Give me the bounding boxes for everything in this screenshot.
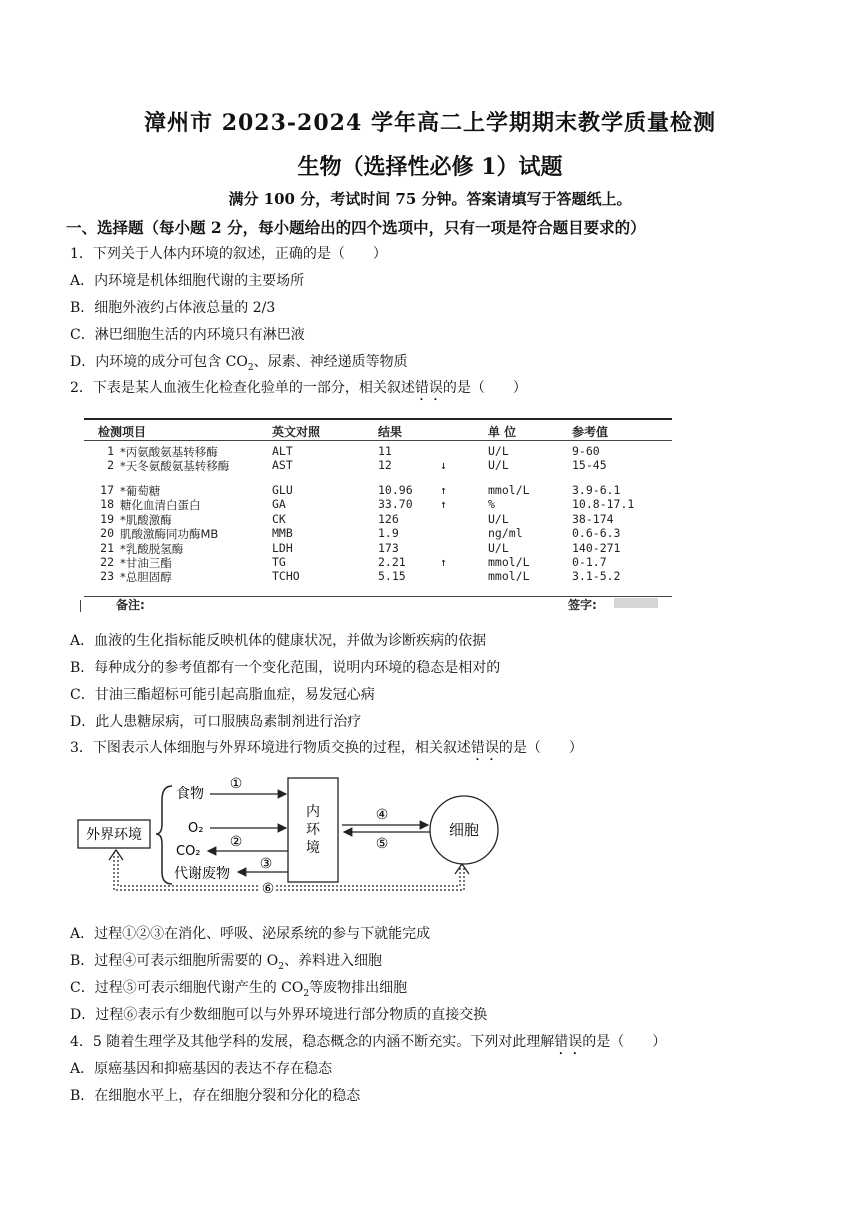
lab-cell-no: 19 [100,512,114,526]
lab-cell-no: 20 [100,526,114,540]
lab-cell-ref: 3.9-6.1 [572,483,621,497]
lab-cell-name: *甘油三酯 [120,556,172,570]
label-5: ⑤ [375,836,389,852]
lab-cell-result: 1.9 [378,526,399,540]
lab-cell-result: 11 [378,444,392,458]
lab-header-reference: 参考值 [572,425,609,439]
lab-cell-abbr: MMB [272,526,293,540]
lab-cell-result: 126 [378,512,399,526]
lab-header-english: 英文对照 [272,425,321,439]
lab-cell-name: 肌酸激酶同功酶MB [120,527,219,541]
q1-option-c: C．淋巴细胞生活的内环境只有淋巴液 [70,327,305,343]
lab-cell-result: 2.21 [378,555,406,569]
food-label: 食物 [176,786,204,802]
lab-cell-abbr: TCHO [272,569,300,583]
inner-env-char-1: 内 [306,804,320,820]
lab-header-result: 结果 [378,425,403,439]
page-subtitle: 生物（选择性必修 1）试题 [297,154,563,180]
exchange-diagram [76,766,576,906]
lab-cell-result: 173 [378,541,399,555]
lab-cell-no: 18 [100,497,114,511]
page-title: 漳州市 2023-2024 学年高二上学期期末教学质量检测 [144,110,716,136]
arrow-6-head-right [455,864,469,874]
q4-option-a: A．原癌基因和抑癌基因的表达不存在稳态 [70,1061,333,1077]
lab-cell-result: 12 [378,458,392,472]
lab-cell-no: 1 [107,444,114,458]
q2-option-a: A．血液的生化指标能反映机体的健康状况，并做为诊断疾病的依据 [70,633,487,649]
lab-cell-name: *总胆固醇 [120,570,172,584]
lab-cell-unit: U/L [488,458,509,472]
lab-cell-ref: 9-60 [572,444,600,458]
lab-cell-no: 21 [100,541,114,555]
q2-stem: 2．下表是某人血液生化检查化验单的一部分，相关叙述错误的是（ ） [70,380,527,396]
lab-cell-abbr: AST [272,458,293,472]
arrow-6-path-b [118,852,460,886]
lab-cell-name: *乳酸脱氢酶 [120,542,184,556]
lab-cell-no: 22 [100,555,114,569]
lab-cell-unit: U/L [488,541,509,555]
lab-cell-ref: 0-1.7 [572,555,607,569]
lab-cell-no: 2 [107,458,114,472]
lab-cell-unit: % [488,497,495,511]
q2-option-c: C．甘油三酯超标可能引起高脂血症，易发冠心病 [70,687,375,703]
q1-option-d: D．内环境的成分可包含 $CO_2$、尿素、神经递质等物质 [70,354,408,373]
lab-cell-unit: mmol/L [488,483,530,497]
label-3: ③ [259,856,273,872]
lab-cell-abbr: ALT [272,444,293,458]
lab-cell-unit: mmol/L [488,555,530,569]
q4-stem: 4．5 随着生理学及其他学科的发展，稳态概念的内涵不断充实。下列对此理解错误的是（ ） [70,1034,667,1050]
lab-cell-no: 23 [100,569,114,583]
q2-option-b: B．每种成分的参考值都有一个变化范围，说明内环境的稳态是相对的 [70,660,501,676]
lab-cell-result: 33.70 [378,497,413,511]
q4-option-b: B．在细胞水平上，存在细胞分裂和分化的稳态 [70,1088,361,1104]
co2-label: CO₂ [176,844,201,859]
lab-cell-name: *肌酸激酶 [120,513,172,527]
q1-option-a: A．内环境是机体细胞代谢的主要场所 [70,273,305,289]
lab-header-item: 检测项目 [98,425,147,439]
lab-cell-unit: ng/ml [488,526,523,540]
lab-cell-flag: ↑ [440,483,447,497]
signature-blurred [614,598,658,608]
inner-env-char-2: 环 [306,822,320,838]
lab-cell-abbr: GA [272,497,286,511]
lab-cell-ref: 0.6-6.3 [572,526,621,540]
label-6: ⑥ [261,881,275,897]
lab-report-table [84,410,672,612]
q1-stem: 1．下列关于人体内环境的叙述，正确的是（ ） [70,246,387,262]
lab-header-unit: 单 位 [488,425,517,439]
lab-cell-ref: 3.1-5.2 [572,569,621,583]
inner-env-char-3: 境 [306,840,320,856]
lab-cell-unit: U/L [488,444,509,458]
lab-cell-name: *葡萄糖 [120,484,161,498]
q3-stem: 3．下图表示人体细胞与外界环境进行物质交换的过程，相关叙述错误的是（ ） [70,740,583,756]
lab-cell-ref: 15-45 [572,458,607,472]
label-4: ④ [375,807,389,823]
lab-cell-flag: ↑ [440,497,447,511]
q1-option-b: B．细胞外液约占体液总量的 2/3 [70,300,276,316]
outer-env-label: 外界环境 [86,827,142,843]
q3-option-b: B．过程④可表示细胞所需要的 $O_2$、养料进入细胞 [70,953,382,972]
lab-cell-unit: mmol/L [488,569,530,583]
lab-cell-name: *丙氨酸氨基转移酶 [120,445,218,459]
arrow-6-path-a [114,852,464,890]
lab-cell-result: 10.96 [378,483,413,497]
lab-cell-ref: 140-271 [572,541,621,555]
lab-cell-abbr: LDH [272,541,293,555]
lab-footer-remarks: 备注: [116,598,145,612]
q3-option-d: D．过程⑥表示有少数细胞可以与外界环境进行部分物质的直接交换 [70,1007,488,1023]
arrow-6-head-left [109,850,123,860]
q3-option-a: A．过程①②③在消化、呼吸、泌尿系统的参与下就能完成 [70,926,431,942]
lab-cell-flag: ↑ [440,555,447,569]
lab-cell-flag: ↓ [440,458,447,472]
cell-label: 细胞 [448,821,480,839]
lab-cell-name: *天冬氨酸氨基转移酶 [120,459,230,473]
lab-cell-ref: 10.8-17.1 [572,497,635,511]
label-2: ② [229,834,243,850]
lab-cell-unit: U/L [488,512,509,526]
lab-cell-result: 5.15 [378,569,406,583]
lab-cell-abbr: CK [272,512,286,526]
section-heading: 一、选择题（每小题 2 分，每小题给出的四个选项中，只有一项是符合题目要求的） [66,218,646,237]
label-1: ① [229,776,243,792]
lab-footer-signature: 签字: [568,598,597,612]
q3-option-c: C．过程⑤可表示细胞代谢产生的 $CO_2$等废物排出细胞 [70,980,408,999]
lab-cell-abbr: TG [272,555,286,569]
lab-cell-ref: 38-174 [572,512,614,526]
lab-cell-no: 17 [100,483,114,497]
waste-label: 代谢废物 [174,866,230,882]
lab-cell-abbr: GLU [272,483,293,497]
q2-option-d: D．此人患糖尿病，可口服胰岛素制剂进行治疗 [70,714,362,730]
o2-label: O₂ [188,821,204,836]
lab-cell-name: 糖化血清白蛋白 [120,498,201,512]
brace [156,786,172,884]
exam-info: 满分 100 分，考试时间 75 分钟。答案请填写于答题纸上。 [228,190,632,208]
